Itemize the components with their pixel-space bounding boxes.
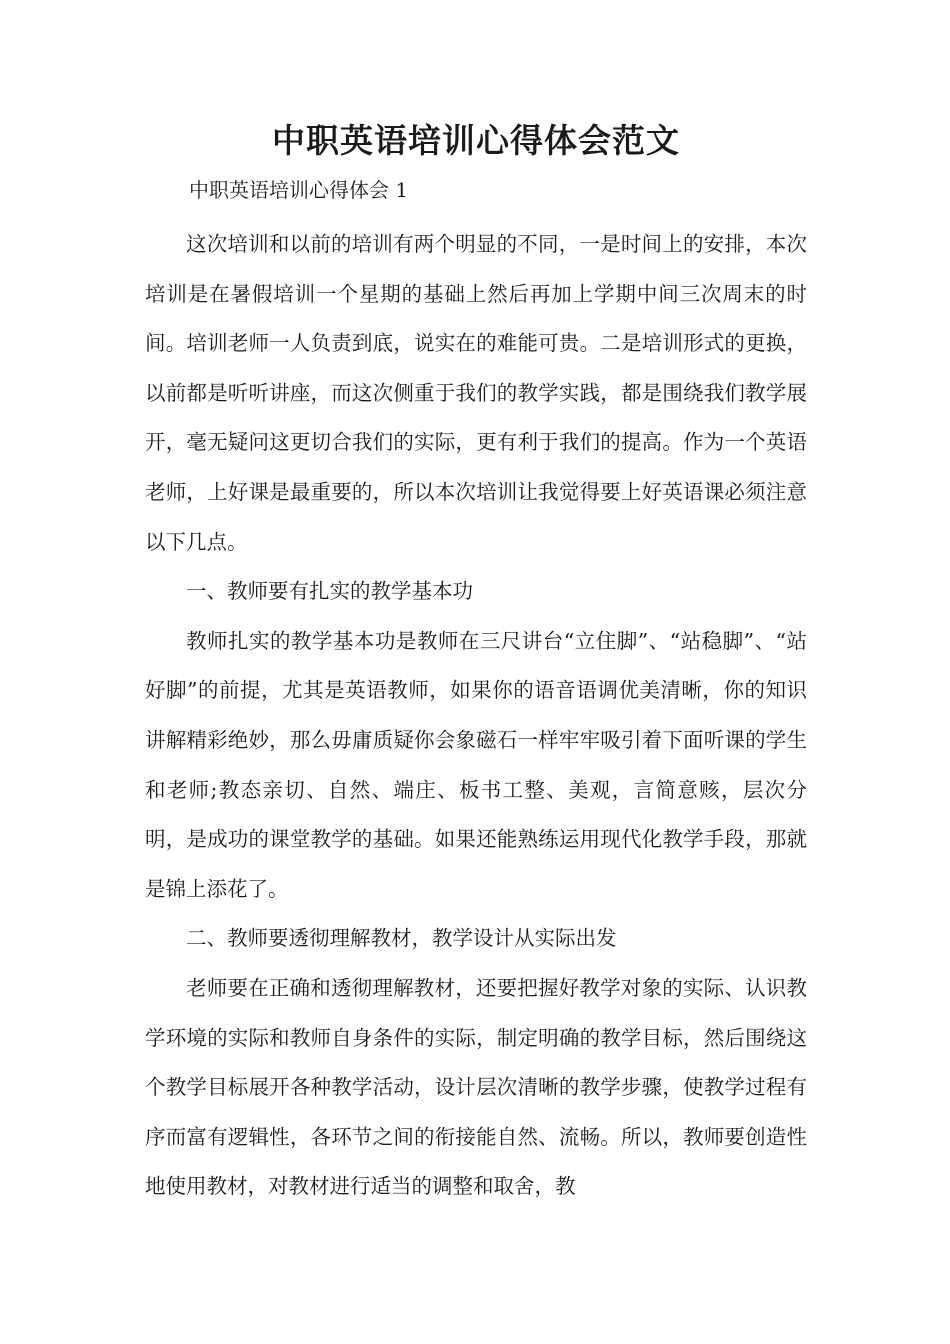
paragraph-section-1: 教师扎实的教学基本功是教师在三尺讲台“立住脚”、“站稳脚”、“站好脚”的前提，尤其是英语教师，如果你的语音语调优美清晰，你的知识讲解精彩绝妙，那么毋庸质疑你会象磁石一样牢牢吸引着下面听课的学生和老师;教态亲切、自然、端庄、板书工整、美观，言简意赅，层次分明，是成功的课堂教学的基础。如果还能熟练运用现代化教学手段，那就是锦上添花了。 <box>145 628 807 901</box>
document-body <box>145 220 807 1212</box>
paragraph-section-2: 老师要在正确和透彻理解教材，还要把握好教学对象的实际、认识教学环境的实际和教师自身条件的实际，制定明确的教学目标，然后围绕这个教学目标展开各种教学活动，设计层次清晰的教学步骤，使教学过程有序而富有逻辑性，各环节之间的衔接能自然、流畅。所以，教师要创造性地使用教材，对教材进行适当的调整和取舍，教 <box>145 975 807 1199</box>
section-heading-2: 二、教师要透彻理解教材，教学设计从实际出发 <box>186 926 617 951</box>
section-heading-1: 一、教师要有扎实的教学基本功 <box>186 579 473 604</box>
paragraph-intro: 这次培训和以前的培训有两个明显的不同，一是时间上的安排，本次培训是在暑假培训一个星期的基础上然后再加上学期中间三次周末的时间。培训老师一人负责到底，说实在的难能可贵。二是培训形式的更换，以前都是听听讲座，而这次侧重于我们的教学实践，都是围绕我们教学展开，毫无疑问这更切合我们的实际，更有利于我们的提高。作为一个英语老师，上好课是最重要的，所以本次培训让我觉得要上好英语课必须注意以下几点。 <box>145 232 807 554</box>
document-title: 中职英语培训心得体会范文 <box>272 121 680 160</box>
document-subtitle: 中职英语培训心得体会 1 <box>189 178 409 202</box>
